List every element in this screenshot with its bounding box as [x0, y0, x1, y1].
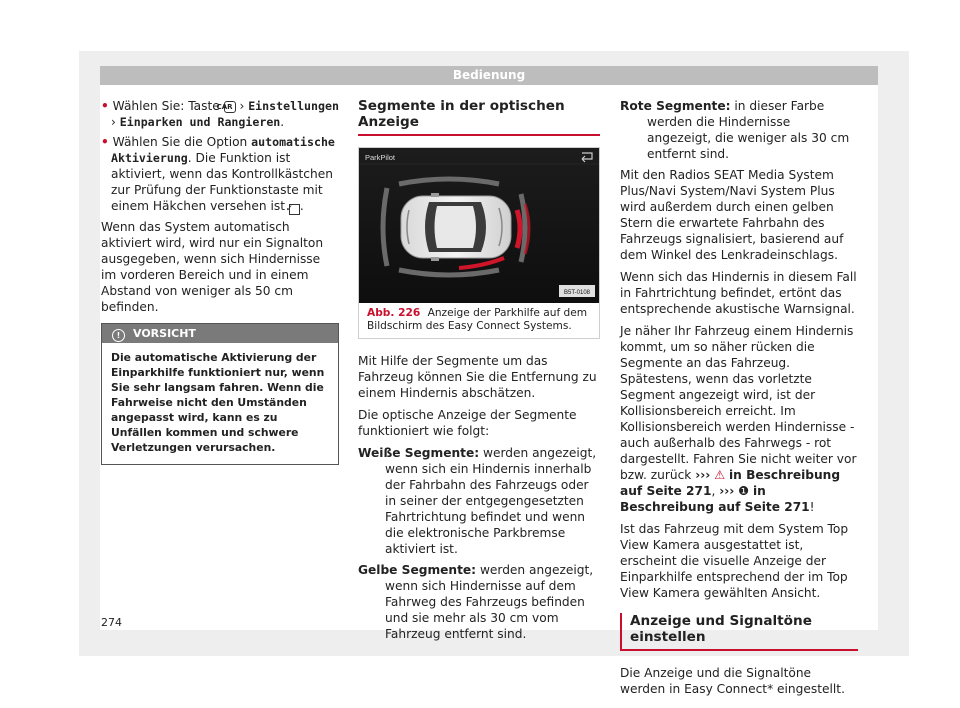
- page-number: 274: [101, 616, 122, 629]
- ref-arrow-icon: ›››: [695, 468, 711, 482]
- car-top-view-icon: [401, 193, 511, 261]
- paragraph-segments-intro: Mit Hilfe der Segmente um das Fahrzeug können Sie die Entfernung zu einem Hindernis abschätzen.: [358, 354, 597, 400]
- column-right: [620, 98, 858, 703]
- paragraph-yellow-star: Mit den Radios SEAT Media System Plus/Navi System/Navi System Plus wird außerdem durch einen gelben Stern die erwartete Fahrbahn des Fahrzeugs signalisiert, basierend auf dem Winkel des Lenkradeinschlags.: [620, 168, 844, 262]
- caution-box: [101, 323, 339, 465]
- instruction-bullet-1: • Wählen Sie: Taste CAR › Einstellungen › Einparken und Rangieren.: [101, 99, 339, 129]
- definition-white-segments: Weiße Segmente: werden angezeigt, wenn sich ein Hindernis innerhalb der Fahrbahn des Fahrzeugs oder in seiner der entgegengesetzten Fahrtrichtung befindet und wenn die elektronische Parkbremse aktiviert ist.: [358, 446, 597, 556]
- section-title-segmente: Segmente in der optischen Anzeige: [358, 98, 600, 136]
- paragraph-auto-activation: Wenn das System automatisch aktiviert wird, wird nur ein Signalton ausgegeben, wenn sich Hindernisse im vorderen Bereich und in einem Abstand von weniger als 50 cm befinden.: [101, 220, 324, 314]
- column-middle: [358, 98, 600, 647]
- section-title-signaltoene: Anzeige und Signaltöne einstellen: [620, 613, 858, 651]
- figure-caption: Abb. 226 Anzeige der Parkhilfe auf dem Bildschirm des Easy Connect Systems.: [367, 307, 588, 332]
- paragraph-top-view: Ist das Fahrzeug mit dem System Top View Kamera ausgestattet ist, erscheint die visuelle Anzeige der Einparkhilfe entsprechend der im Top View Kamera gewählten Ansicht.: [620, 522, 849, 600]
- reference-link-2[interactable]: in Beschreibung auf Seite 271: [620, 484, 810, 514]
- caution-text: Die automatische Aktivierung der Einparkhilfe funktioniert nur, wenn Sie sehr langsam fahren. Wenn die Fahrweise nicht den Umständen angepasst wird, kann es zu Unfällen kommen und schwere Verletzungen verursachen.: [111, 351, 325, 454]
- checkbox-checked-icon: ✓: [289, 204, 300, 215]
- info-circle-icon: ❶: [738, 484, 750, 498]
- screen-title: ParkPilot: [365, 153, 396, 162]
- warning-triangle-icon: ⚠: [714, 468, 726, 482]
- figure-code: B5T-0108: [563, 290, 591, 296]
- car-key-icon: CAR: [224, 101, 236, 113]
- paragraph-settings: Die Anzeige und die Signaltöne werden in Easy Connect* eingestellt.: [620, 666, 845, 696]
- figure-parkpilot: [358, 147, 600, 339]
- instruction-bullet-2: • Wählen Sie die Option automatische Aktivierung. Die Funktion ist aktiviert, wenn das Kontrollkästchen zur Prüfung der Funktionstaste mit einem Häkchen versehen ist ✓ .: [101, 135, 335, 214]
- figure-label: Abb. 226: [367, 307, 421, 319]
- menu-einparken: Einparken und Rangieren: [119, 115, 281, 129]
- menu-einstellungen: Einstellungen: [248, 99, 339, 113]
- definition-red-segments: Rote Segmente: in dieser Farbe werden die Hindernisse angezeigt, die weniger als 30 cm entfernt sind.: [620, 99, 850, 161]
- reference-link-1[interactable]: in Beschreibung auf Seite 271: [620, 468, 841, 498]
- bullet-icon: •: [101, 135, 109, 149]
- column-left: [101, 98, 339, 465]
- paragraph-warning-tone: Wenn sich das Hindernis in diesem Fall in Fahrtrichtung befindet, ertönt das entsprechende akustische Warnsignal.: [620, 270, 857, 316]
- section-header: Bedienung: [100, 66, 878, 85]
- ref-arrow-icon: ›››: [719, 484, 735, 498]
- caution-header: ! VORSICHT: [102, 324, 338, 343]
- option-automatische-aktivierung: automatische Aktivierung: [111, 135, 335, 165]
- bullet-icon: •: [101, 99, 109, 113]
- parkpilot-screen-image: [359, 148, 599, 303]
- definition-yellow-segments: Gelbe Segmente: werden angezeigt, wenn sich Hindernisse auf dem Fahrweg des Fahrzeugs befinden und sie mehr als 30 cm vom Fahrzeug entfernt sind.: [358, 563, 594, 641]
- paragraph-display-works: Die optische Anzeige der Segmente funktioniert wie folgt:: [358, 408, 577, 438]
- warning-circle-icon: !: [112, 329, 125, 342]
- paragraph-collision-area: Je näher Ihr Fahrzeug einem Hindernis kommt, um so näher rücken die Segmente an das Fahrzeug. Spätestens, wenn das vorletzte Segment angezeigt wird, ist der Kollisionsbereich erreicht. Im Kollisionsbereich werden Hindernisse - auch außerhalb des Fahrwegs - rot dargestellt. Fahren Sie nicht weiter vor bzw. zurück ››› ⚠ in Beschreibung auf Seite 271, ››› ❶ in Beschreibung auf Seite 271!: [620, 324, 857, 514]
